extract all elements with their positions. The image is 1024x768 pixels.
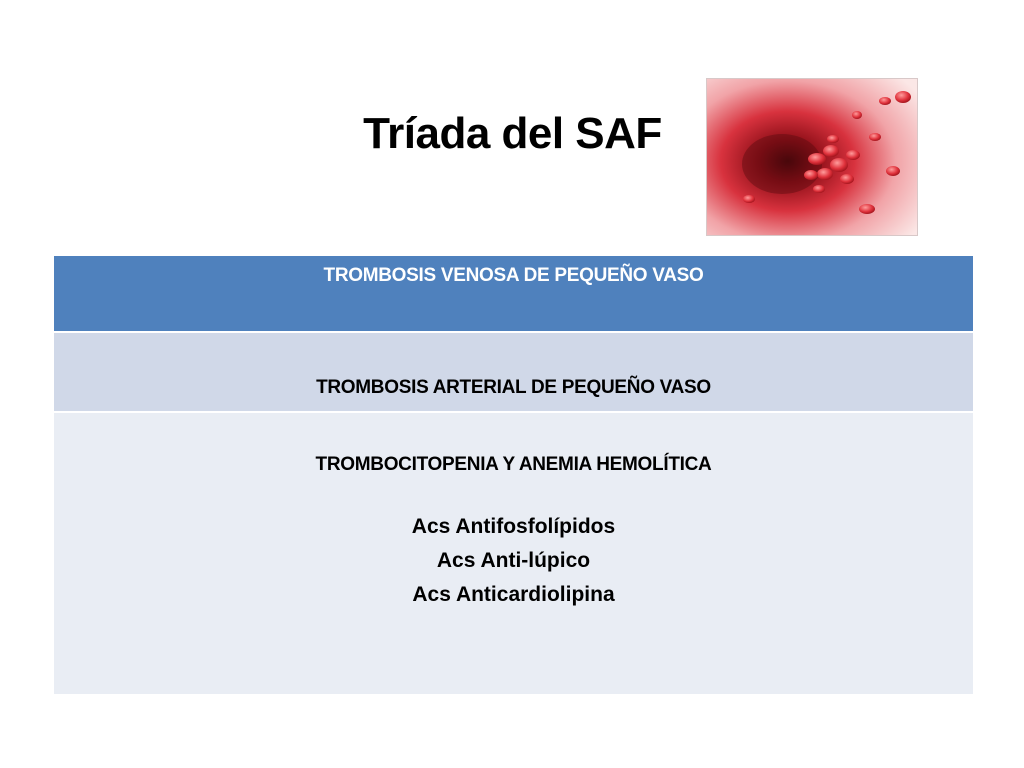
antibody-line: Acs Anti-lúpico: [436, 549, 591, 572]
table-row: [54, 333, 973, 411]
antibody-line: Acs Anticardiolipina: [412, 583, 615, 606]
table-row: [54, 256, 973, 331]
blood-vessel-clot-icon: [707, 79, 918, 236]
row-text: TROMBOSIS ARTERIAL DE PEQUEÑO VASO: [316, 377, 711, 398]
row-text: TROMBOCITOPENIA Y ANEMIA HEMOLÍTICA: [315, 454, 712, 475]
blood-vessel-clot-image: [706, 78, 918, 236]
table-row: [54, 413, 973, 694]
row-text: TROMBOSIS VENOSA DE PEQUEÑO VASO: [323, 265, 704, 286]
content-table: [54, 256, 973, 694]
slide-title: Tríada del SAF: [363, 109, 662, 158]
antibody-line: Acs Antifosfolípidos: [411, 515, 616, 538]
